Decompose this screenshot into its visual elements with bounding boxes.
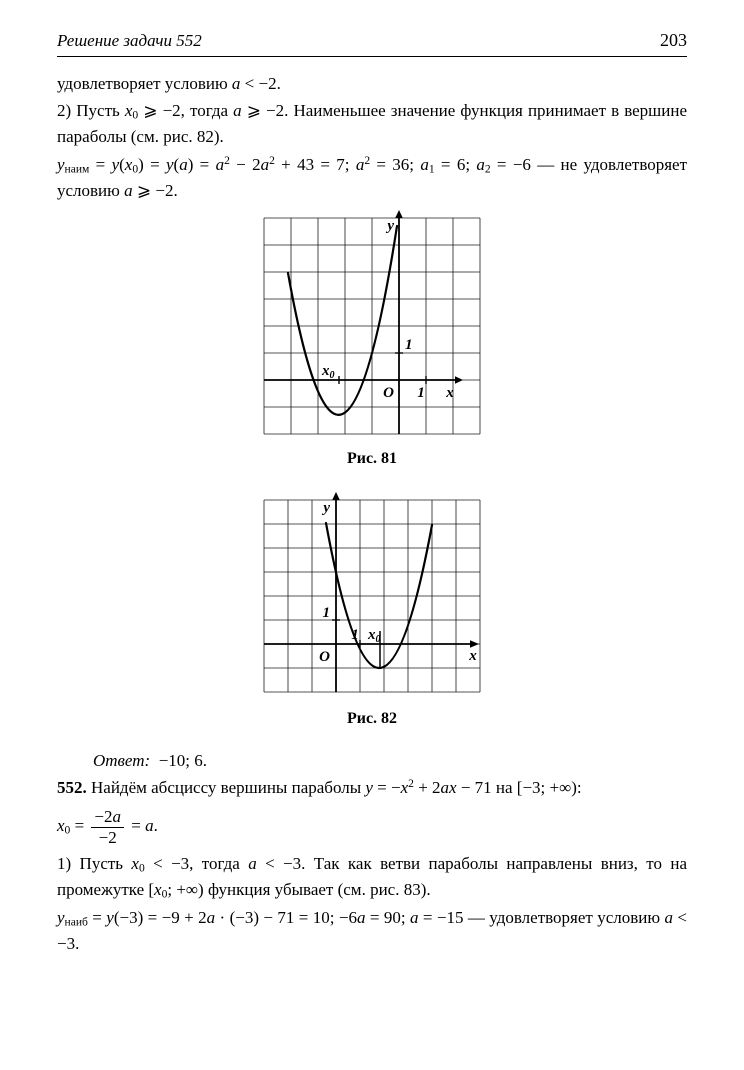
paragraph-case1: 1) Пусть $x_0 < -3$, тогда a < −3. Так как ветви параболы направлены вниз, то на промежутке [$x_0$; +∞) функция убывает (см. рис. 83). xyxy=(57,854,687,901)
equation-rhs: = a. xyxy=(127,816,158,836)
label-y: y xyxy=(323,499,330,516)
figure-82-caption: Рис. 82 xyxy=(346,709,398,727)
fraction-denominator: −2 xyxy=(98,827,117,847)
answer-line: Ответ: −10; 6. xyxy=(93,750,208,770)
x-axis-arrow xyxy=(455,376,463,384)
solution-text xyxy=(57,71,687,957)
label-unit-y: 1 xyxy=(405,336,413,353)
label-unit-x: 1 xyxy=(417,384,425,401)
equation-x0 xyxy=(57,807,687,847)
label-origin: O xyxy=(383,384,394,401)
paragraph-condition: удовлетворяет условию a < −2. xyxy=(57,74,281,93)
equation-lhs: $x_0$ = xyxy=(57,816,89,837)
paragraph-case2: 2) Пусть $x_0$ ⩾ −2, тогда a ⩾ −2. Наименьшее значение функция принимает в вершине параболы (см. рис. 82). xyxy=(57,101,687,147)
paragraph-ymin: $y_{наим} = y(x_0) = y(a) = a^2 - 2a^2 + 43 = 7$; $a^2 = 36$; $a_1 = 6$; $a_2 = -6$ — не удовлетворяет условию a ⩾ −2. xyxy=(57,153,688,200)
page-number: 203 xyxy=(660,30,687,50)
y-axis-arrow xyxy=(395,210,403,218)
label-x0: $x_0$ xyxy=(368,626,381,645)
page-header xyxy=(57,30,687,57)
label-y: y xyxy=(387,217,394,234)
figure-82 xyxy=(57,492,687,728)
label-unit-y: 1 xyxy=(322,604,330,621)
y-axis-arrow xyxy=(332,492,340,500)
label-x: x xyxy=(446,384,454,401)
running-head: Решение задачи 552 xyxy=(57,31,202,50)
paragraph-ymax: $y_{наиб} = y(-3) = -9 + 2a \cdot (-3) - 71 = 10$; −6a = 90; a = −15 — удовлетворяет условию a < −3. xyxy=(57,907,687,953)
label-x0: $x_0$ xyxy=(322,362,335,381)
figure-82-plot xyxy=(262,492,482,700)
parabola-curve xyxy=(326,523,432,668)
fraction xyxy=(91,807,124,847)
label-unit-x: 1 xyxy=(351,626,359,643)
figure-81-caption: Рис. 81 xyxy=(346,449,398,467)
fraction-numerator: −2a xyxy=(91,807,124,828)
label-origin: O xyxy=(319,648,330,665)
x-axis-arrow xyxy=(470,640,479,648)
figure-81 xyxy=(57,210,687,468)
figure-81-plot xyxy=(262,210,482,440)
parabola-curve xyxy=(288,226,397,415)
label-x: x xyxy=(469,647,477,664)
grid-81 xyxy=(264,218,480,434)
grid-82 xyxy=(264,500,480,692)
problem-552: 552. Найдём абсциссу вершины параболы $y = -x^2 + 2ax - 71$ на [−3; +∞): xyxy=(57,777,582,798)
